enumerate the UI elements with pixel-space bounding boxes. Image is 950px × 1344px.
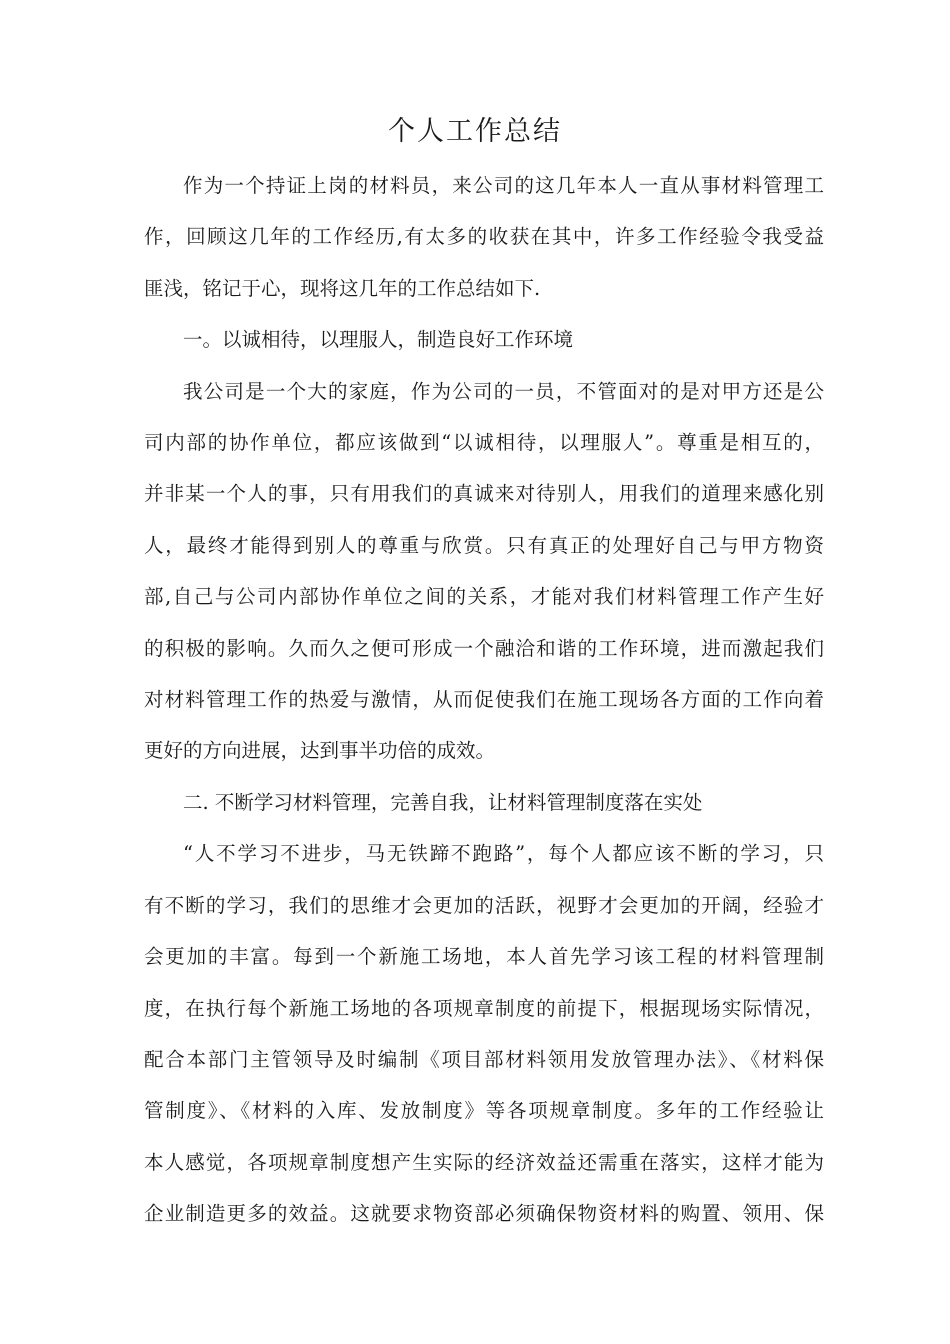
body-line: 度，在执行每个新施工场地的各项规章制度的前提下，根据现场实际情况，	[144, 996, 824, 1020]
body-line: 我公司是一个大的家庭，作为公司的一员，不管面对的是对甲方还是公	[183, 379, 824, 403]
body-line: 司内部的协作单位，都应该做到“以诚相待，以理服人”。尊重是相互的，	[144, 431, 824, 455]
body-line: 作为一个持证上岗的材料员，来公司的这几年本人一直从事材料管理工	[183, 174, 824, 197]
body-line: 部,自己与公司内部协作单位之间的关系，才能对我们材料管理工作产生好	[144, 585, 824, 609]
section-heading: 二. 不断学习材料管理，完善自我，让材料管理制度落在实处	[183, 790, 703, 814]
document-body	[144, 160, 824, 1240]
body-line: 本人感觉，各项规章制度想产生实际的经济效益还需重在落实，这样才能为	[144, 1150, 824, 1174]
body-line: 会更加的丰富。每到一个新施工场地，本人首先学习该工程的材料管理制	[144, 945, 824, 969]
body-line: 有不断的学习，我们的思维才会更加的活跃，视野才会更加的开阔，经验才	[144, 893, 824, 917]
section-heading: 一。以诚相待，以理服人，制造良好工作环境	[183, 328, 574, 352]
body-line: 更好的方向进展，达到事半功倍的成效。	[144, 739, 496, 763]
body-line: 作，回顾这几年的工作经历,有太多的收获在其中，许多工作经验令我受益	[144, 225, 824, 249]
body-line: “人不学习不进步，马无铁蹄不跑路”，每个人都应该不断的学习，只	[183, 842, 824, 866]
body-line: 人，最终才能得到别人的尊重与欣赏。只有真正的处理好自己与甲方物资	[144, 533, 824, 557]
body-line: 配合本部门主管领导及时编制《项目部材料领用发放管理办法》、《材料保	[144, 1047, 824, 1071]
body-line: 企业制造更多的效益。这就要求物资部必须确保物资材料的购置、领用、保	[144, 1202, 824, 1226]
document-title: 个人工作总结	[388, 116, 562, 147]
body-line: 对材料管理工作的热爱与激情，从而促使我们在施工现场各方面的工作向着	[144, 688, 824, 712]
body-line: 并非某一个人的事，只有用我们的真诚来对待别人，用我们的道理来感化别	[144, 482, 824, 506]
body-line: 管制度》、《材料的入库、发放制度》等各项规章制度。多年的工作经验让	[144, 1099, 824, 1123]
body-line: 的积极的影响。久而久之便可形成一个融洽和谐的工作环境，进而激起我们	[144, 636, 824, 660]
body-line: 匪浅，铭记于心，现将这几年的工作总结如下.	[144, 276, 541, 300]
